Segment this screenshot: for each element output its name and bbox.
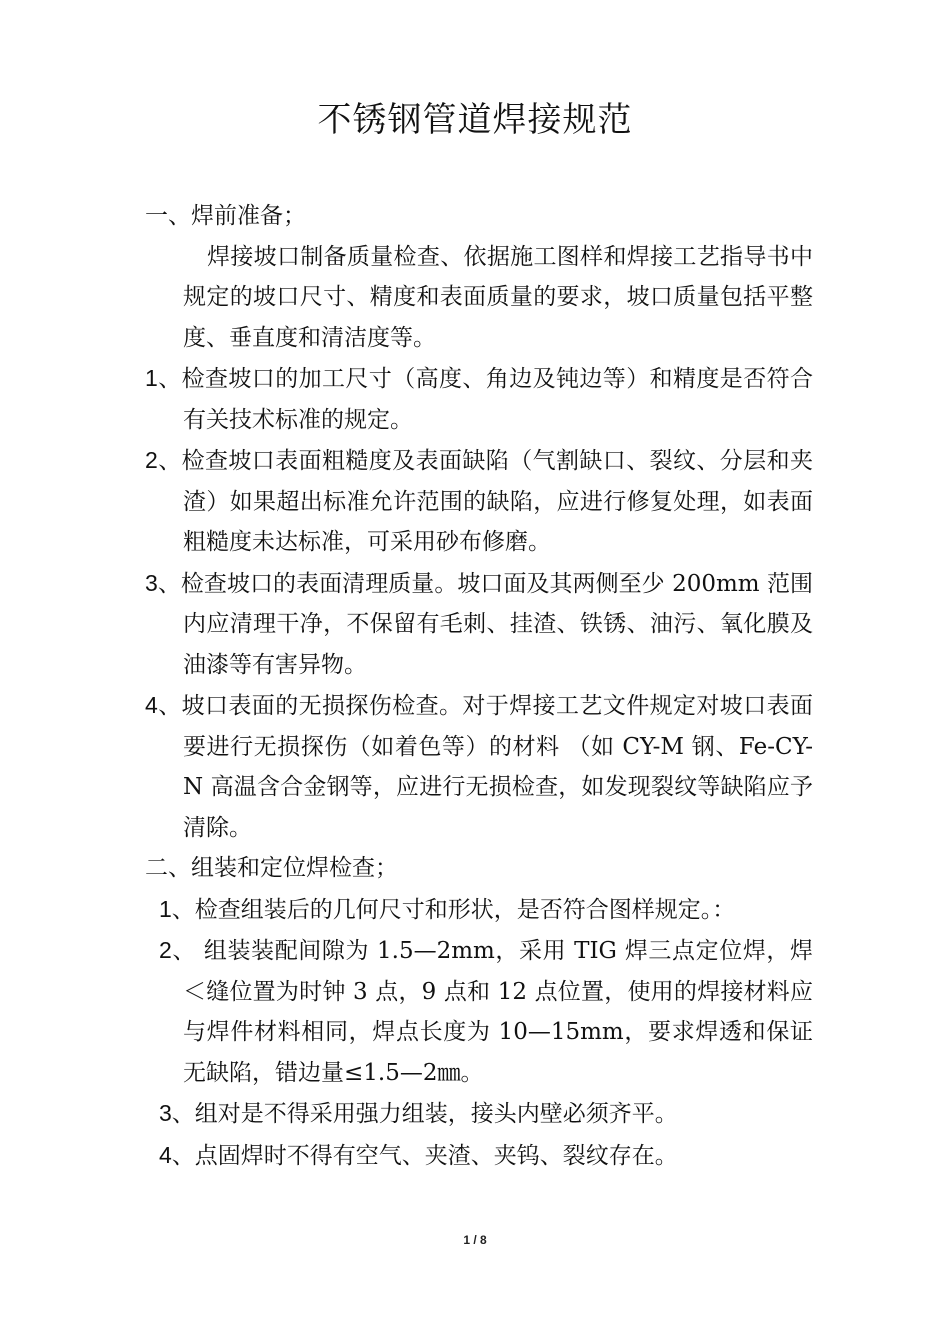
item-text: 组对是不得采用强力组装，接头内壁必须齐平。 [194,1101,678,1127]
item-number: 1、 [145,365,182,391]
item-text: 检查坡口表面粗糙度及表面缺陷（气割缺口、裂纹、分层和夹渣）如果超出标准允许范围的缺陷，应进行修复处理，如表面粗糙度未达标准，可采用砂布修磨。 [181,448,813,555]
item-text: 检查组装后的几何尺寸和形状，是否符合图样规定。： [194,896,736,923]
item-number: 3、 [159,1100,195,1126]
item-text: 组装装配间隙为 1.5—2mm，采用 TIG 焊三点定位焊，焊＜缝位置为时钟 3 点，9 点和 12 点位置，使用的焊接材料应与焊件材料相同，焊点长度为 10—15mm，要求焊透和保证无缺陷，错边量≤1.5—2㎜。 [183,938,814,1086]
section-2-item-2 [145,930,813,1093]
item-text: 检查坡口的表面清理质量。坡口面及其两侧至少 200mm 范围内应清理干净，不保留有毛刺、挂渣、铁锈、油污、氧化膜及油漆等有害异物。 [180,570,813,678]
item-number: 4、 [145,692,182,718]
page-indicator: 1 / 8 [463,1233,487,1247]
item-text: 点固焊时不得有空气、夹渣、夹钨、裂纹存在。 [194,1142,678,1169]
section-2-heading: 二、组装和定位焊检查； [145,855,398,881]
section-2-item-1 [145,889,813,931]
document-title: 不锈钢管道焊接规范 [317,100,633,140]
item-number: 4、 [159,1141,195,1168]
item-text: 坡口表面的无损探伤检查。对于焊接工艺文件规定对坡口表面要进行无损探伤（如着色等）的材料 （如 CY-M 钢、Fe-CY-N 高温含合金钢等，应进行无损检查，如发现裂纹等缺陷应予清除。 [181,693,813,841]
section-2-item-3 [145,1093,813,1135]
item-text: 检查坡口的加工尺寸（高度、角边及钝边等）和精度是否符合有关技术标准的规定。 [181,366,813,433]
item-number: 3、 [145,569,181,596]
section-1-item-1 [145,358,813,440]
section-1-intro: 焊接坡口制备质量检查、依据施工图样和焊接工艺指导书中规定的坡口尺寸、精度和表面质量的要求，坡口质量包括平整度、垂直度和清洁度等。 [183,243,813,351]
document-body [145,196,813,1176]
section-1-item-4 [145,685,813,848]
item-number: 1、 [159,895,195,922]
item-number: 2、 [159,937,196,963]
section-1-heading: 一、焊前准备； [145,203,306,229]
section-1-item-3 [145,563,813,686]
section-2-item-4 [145,1135,813,1177]
section-1-item-2 [145,440,813,563]
item-number: 2、 [145,447,182,473]
